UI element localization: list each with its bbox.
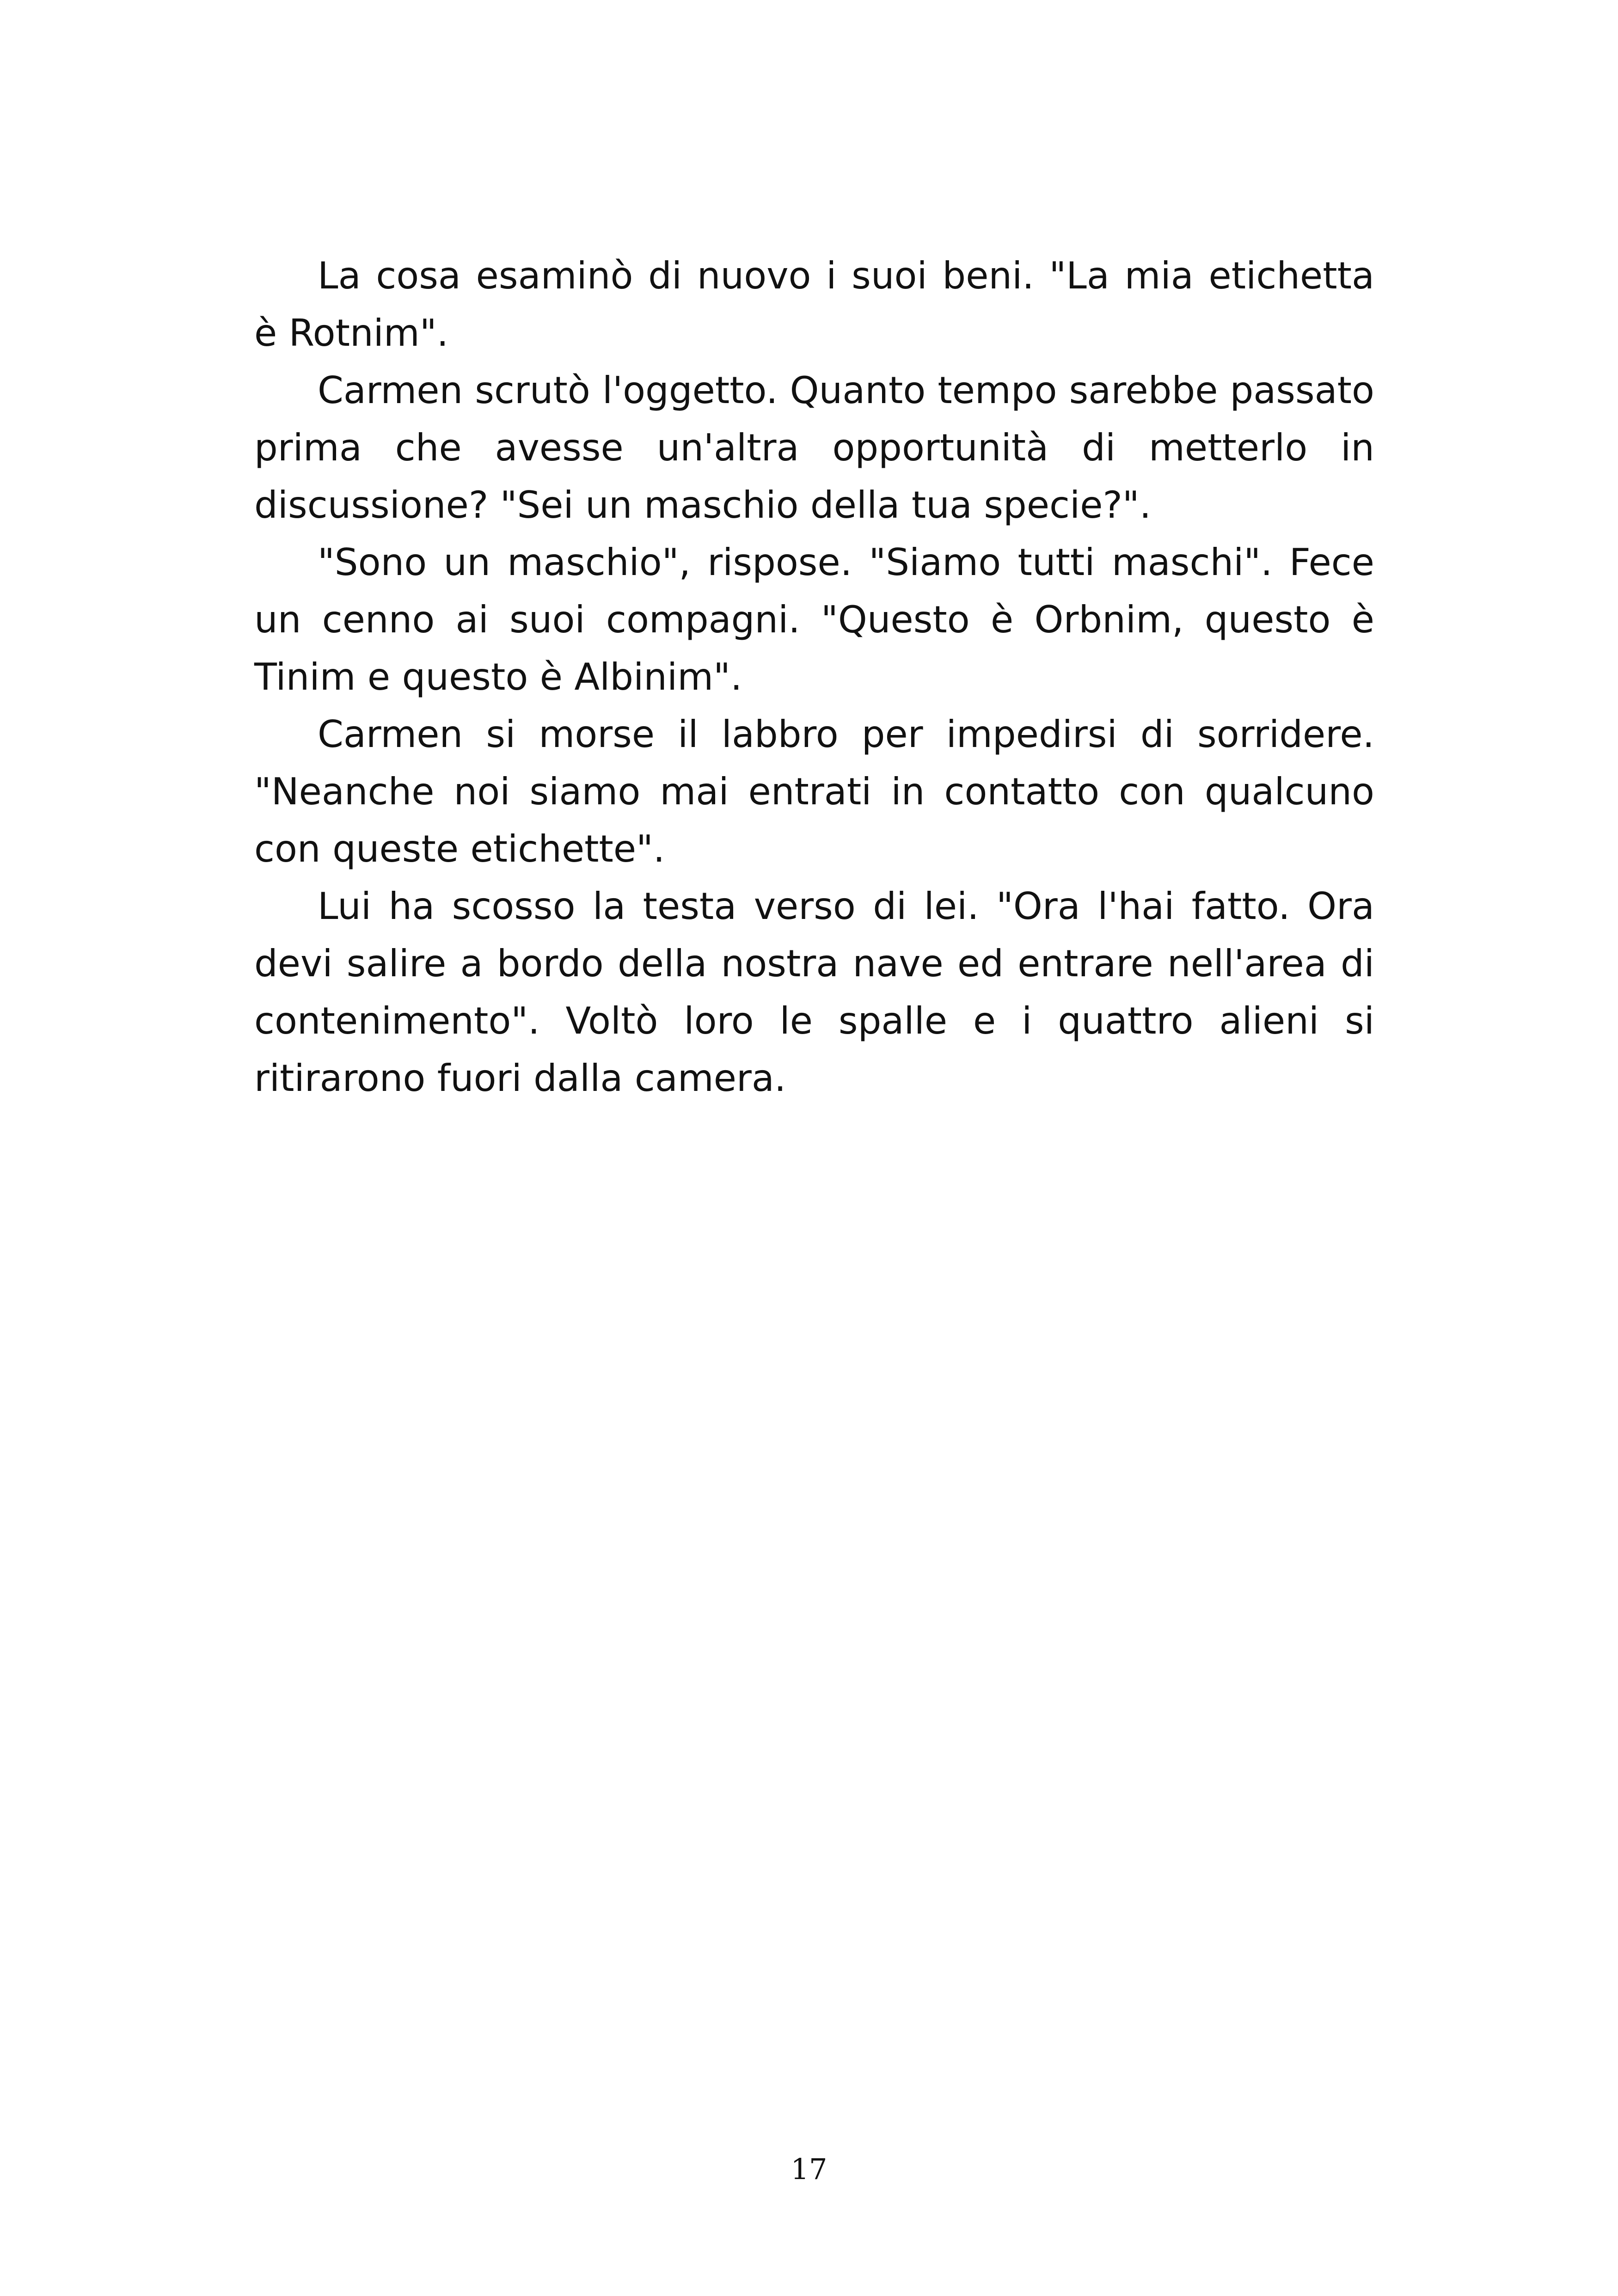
paragraph-5: Lui ha scosso la testa verso di lei. "Ora l'hai fatto. Ora devi salire a bordo della nostra nave ed entrare nell'area di contenimento". Voltò loro le spalle e i quattro alieni si ritirarono fuori dalla camera. xyxy=(254,885,1374,1100)
paragraph-2: Carmen scrutò l'oggetto. Quanto tempo sarebbe passato prima che avesse un'altra opportunità di metterlo in discussione? "Sei un maschio della tua specie?". xyxy=(254,369,1374,527)
paragraph-4: Carmen si morse il labbro per impedirsi di sorridere. "Neanche noi siamo mai entrati in contatto con qualcuno con queste etichette". xyxy=(254,713,1374,870)
paragraph-1: La cosa esaminò di nuovo i suoi beni. "La mia etichetta è Rotnim". xyxy=(254,254,1374,355)
page-number: 17 xyxy=(791,2152,827,2186)
paragraph-3: "Sono un maschio", rispose. "Siamo tutti maschi". Fece un cenno ai suoi compagni. "Questo è Orbnim, questo è Tinim e questo è Albinim". xyxy=(254,541,1374,698)
body-text xyxy=(254,247,1374,1107)
